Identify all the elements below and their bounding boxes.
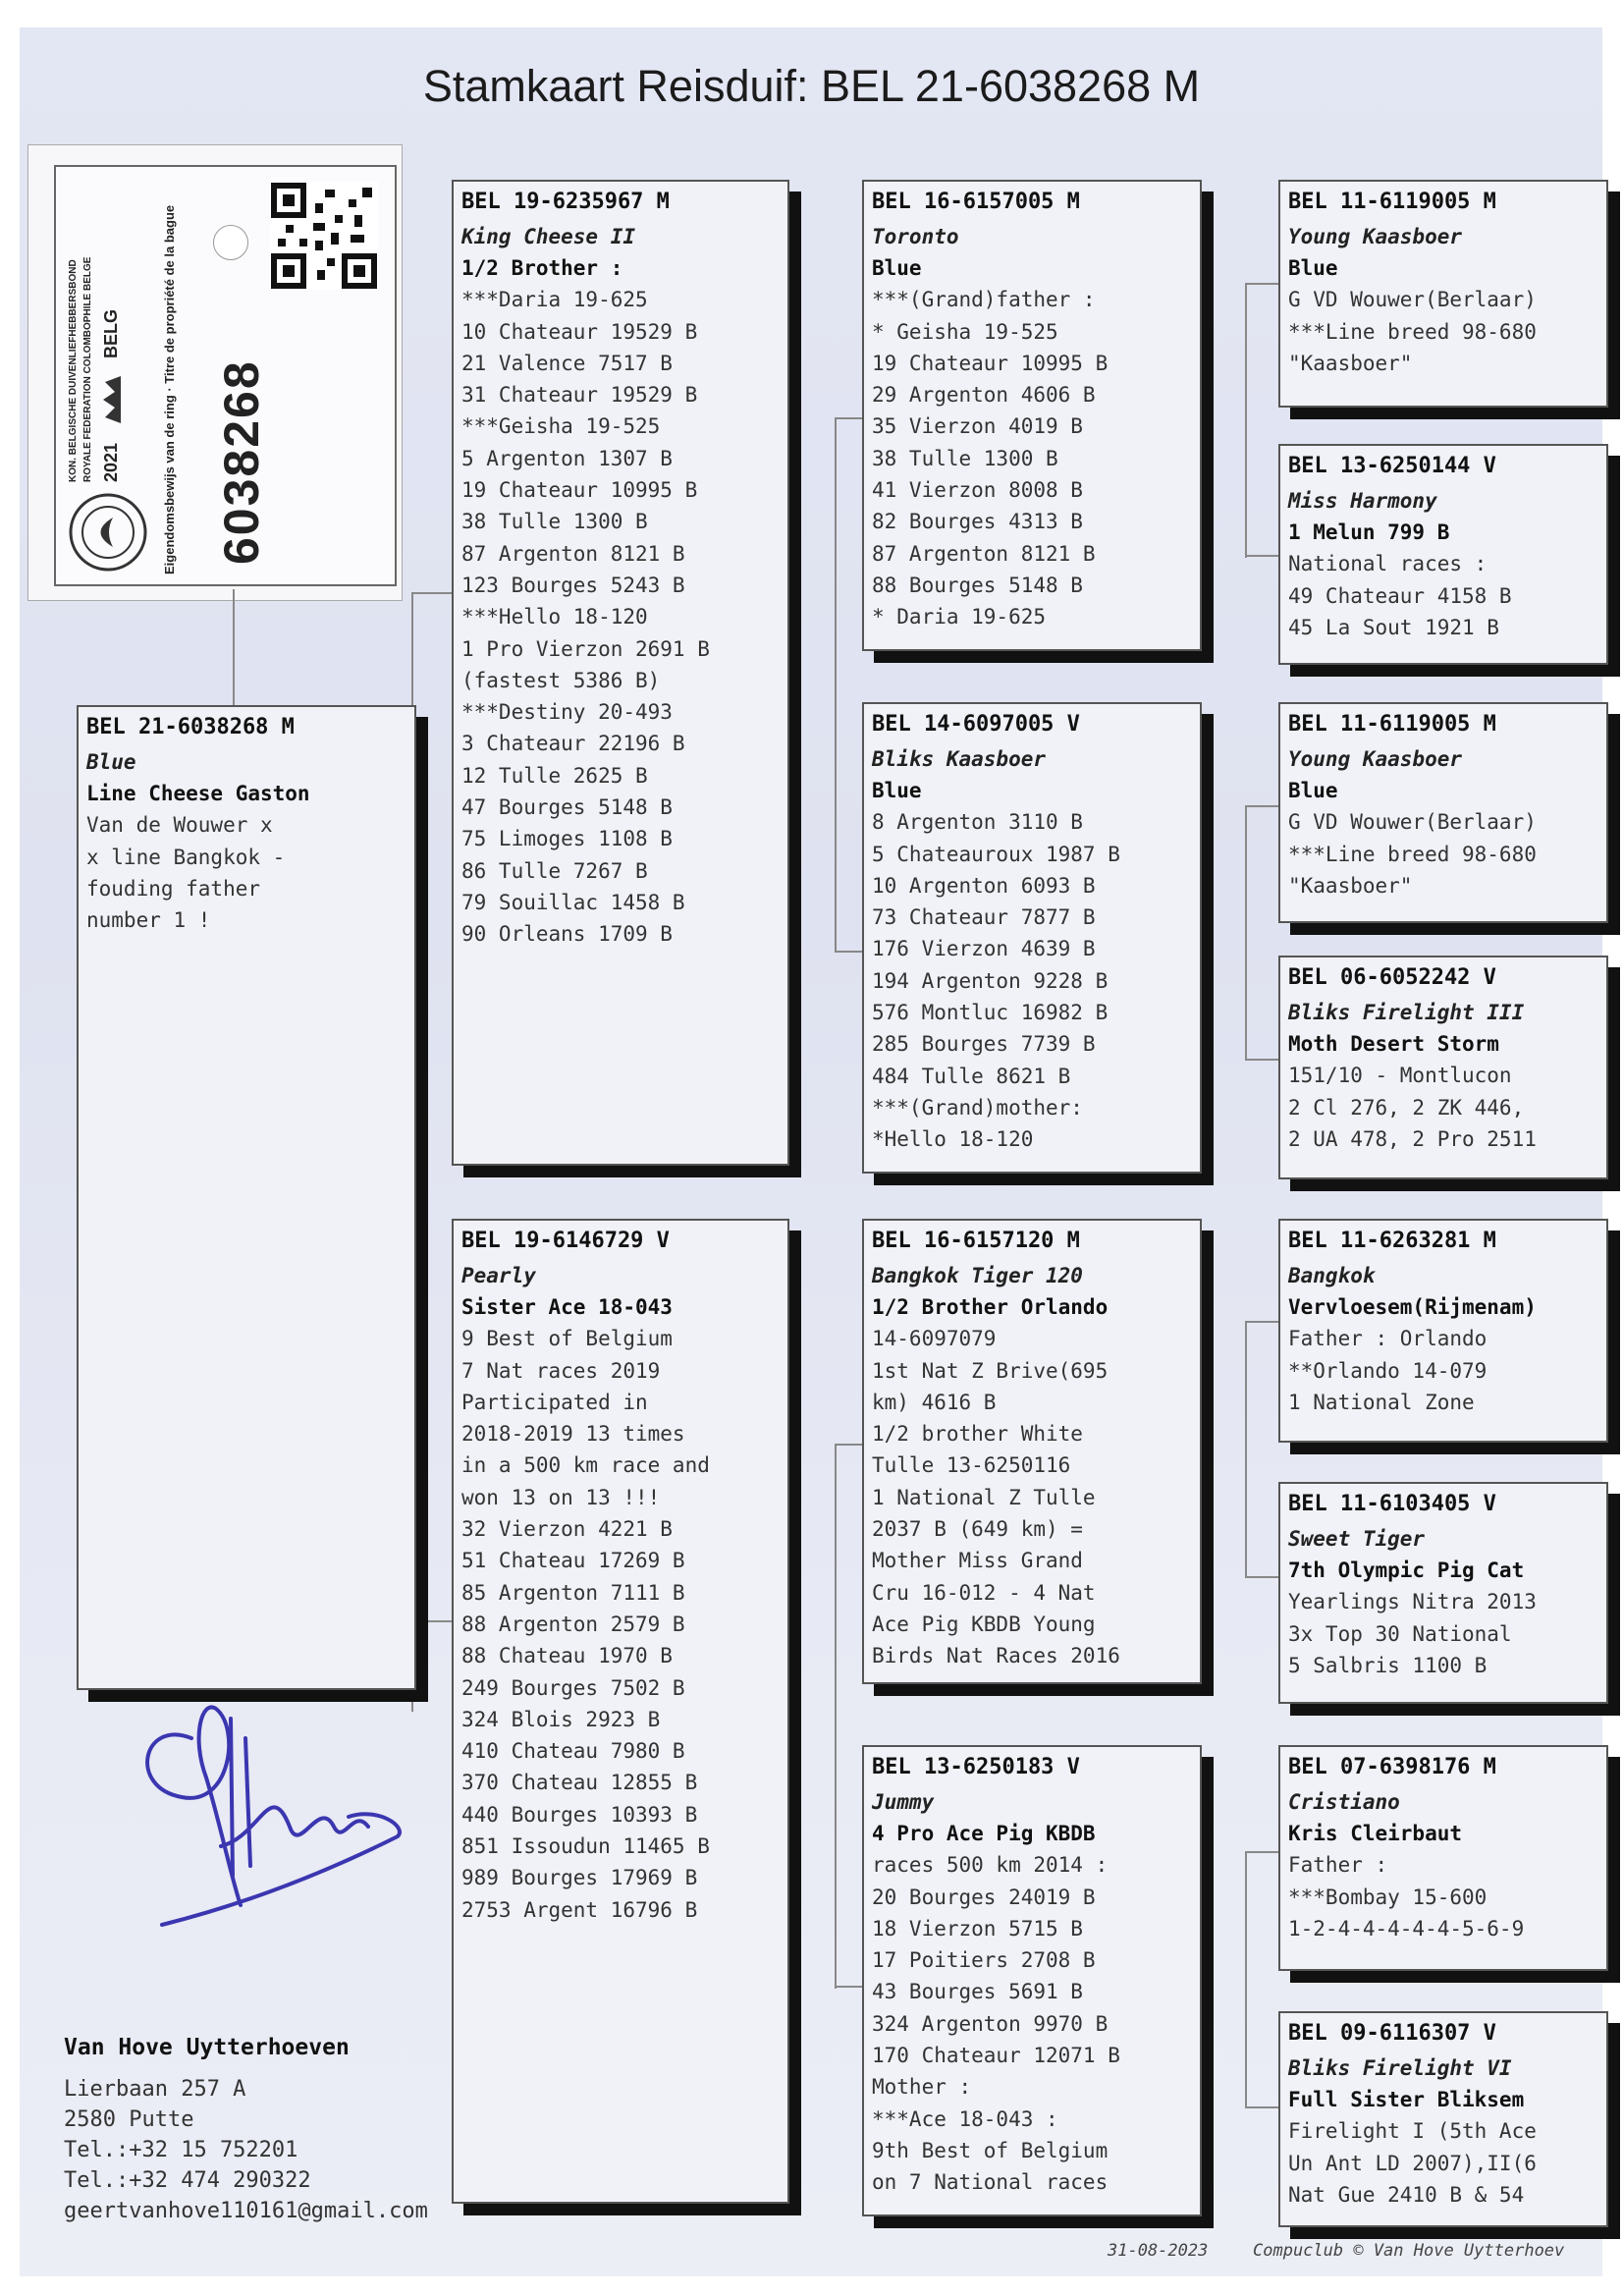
info-line: Father : Orlando bbox=[1288, 1327, 1488, 1351]
info-line: ***Ace 18-043 : bbox=[872, 2106, 1058, 2131]
info-line: 29 Argenton 4606 B bbox=[872, 383, 1096, 408]
info-line: 73 Chateaur 7877 B bbox=[872, 905, 1096, 930]
ring-number: BEL 06-6052242 V bbox=[1288, 965, 1496, 990]
info-line: x line Bangkok - bbox=[86, 845, 286, 869]
info-line: * Geisha 19-525 bbox=[872, 319, 1058, 344]
connector bbox=[1245, 2106, 1278, 2108]
qr-code-icon bbox=[270, 182, 378, 290]
info-line: 1 Melun 799 B bbox=[1288, 520, 1450, 544]
bird-name: Jummy bbox=[872, 1790, 935, 1814]
info-line: ***Hello 18-120 bbox=[461, 605, 648, 629]
ring-certificate-content bbox=[56, 167, 395, 584]
ring-number: BEL 11-6103405 V bbox=[1288, 1492, 1496, 1516]
main-bird-card bbox=[77, 705, 416, 1690]
connector bbox=[411, 592, 453, 594]
great-grandparent-card bbox=[1278, 1219, 1608, 1443]
info-line: ***(Grand)mother: bbox=[872, 1095, 1083, 1120]
ring-number: BEL 19-6146729 V bbox=[461, 1229, 670, 1253]
info-line: 176 Vierzon 4639 B bbox=[872, 937, 1096, 961]
info-line: races 500 km 2014 : bbox=[872, 1853, 1109, 1878]
info-line: ***(Grand)father : bbox=[872, 288, 1096, 312]
ring-certificate-card bbox=[54, 165, 397, 586]
info-line: 21 Valence 7517 B bbox=[461, 351, 673, 375]
dam-sire-card bbox=[862, 1219, 1202, 1684]
info-line: "Kaasboer" bbox=[1288, 873, 1413, 898]
info-line: 10 Chateaur 19529 B bbox=[461, 319, 698, 344]
connector bbox=[1245, 805, 1278, 807]
info-line: Birds Nat Races 2016 bbox=[872, 1644, 1120, 1668]
info-line: National races : bbox=[1288, 552, 1488, 576]
connector bbox=[1245, 1851, 1278, 1853]
info-line: Moth Desert Storm bbox=[1288, 1032, 1499, 1056]
great-grandparent-card bbox=[1278, 444, 1608, 665]
connector bbox=[1245, 555, 1278, 557]
bird-name: Line Cheese Gaston bbox=[86, 782, 310, 805]
info-line: 85 Argenton 7111 B bbox=[461, 1580, 685, 1605]
ring-number: BEL 21-6038268 M bbox=[86, 715, 295, 739]
federation-name-nl: KON. BELGISCHE DUIVENLIEFHEBBERSBOND bbox=[68, 259, 79, 482]
info-line: Un Ant LD 2007),II(6 bbox=[1288, 2151, 1537, 2175]
info-line: 324 Blois 2923 B bbox=[461, 1707, 661, 1731]
info-line: 2 UA 478, 2 Pro 2511 bbox=[1288, 1126, 1537, 1151]
bird-name: Bangkok bbox=[1288, 1264, 1376, 1287]
info-line: 19 Chateaur 10995 B bbox=[461, 478, 698, 503]
info-line: Mother : bbox=[872, 2075, 972, 2100]
info-line: ***Geisha 19-525 bbox=[461, 414, 661, 439]
info-line: 2018-2019 13 times bbox=[461, 1422, 685, 1447]
info-line: 4 Pro Ace Pig KBDB bbox=[872, 1822, 1096, 1845]
info-line: 14-6097079 bbox=[872, 1327, 997, 1351]
info-line: on 7 National races bbox=[872, 2170, 1109, 2195]
great-grandparent-card bbox=[1278, 2011, 1608, 2227]
info-line: Nat Gue 2410 B & 54 bbox=[1288, 2182, 1525, 2207]
connector bbox=[1245, 1059, 1278, 1061]
connector bbox=[1245, 1851, 1247, 2108]
info-line: 9th Best of Belgium bbox=[872, 2138, 1109, 2162]
bird-name: Toronto bbox=[872, 225, 959, 248]
info-line: 2037 B (649 km) = bbox=[872, 1517, 1083, 1542]
connector bbox=[1245, 1576, 1278, 1578]
connector bbox=[411, 1620, 453, 1622]
bird-name: Cristiano bbox=[1288, 1790, 1400, 1814]
info-line: 75 Limoges 1108 B bbox=[461, 827, 673, 851]
info-line: 123 Bourges 5243 B bbox=[461, 573, 685, 597]
info-line: *Hello 18-120 bbox=[872, 1127, 1034, 1152]
info-line: Tulle 13-6250116 bbox=[872, 1453, 1071, 1478]
info-line: fouding father bbox=[86, 876, 261, 901]
info-line: Cru 16-012 - 4 Nat bbox=[872, 1580, 1096, 1605]
sire-sire-card bbox=[862, 180, 1202, 651]
info-line: 3x Top 30 National bbox=[1288, 1621, 1512, 1646]
ring-number: BEL 14-6097005 V bbox=[872, 712, 1080, 737]
info-line: 194 Argenton 9228 B bbox=[872, 968, 1109, 993]
connector bbox=[1245, 1321, 1278, 1323]
info-line: 19 Chateaur 10995 B bbox=[872, 351, 1109, 375]
great-grandparent-card bbox=[1278, 180, 1608, 408]
info-line: * Daria 19-625 bbox=[872, 605, 1047, 629]
bird-name: Young Kaasboer bbox=[1288, 225, 1463, 248]
info-line: 851 Issoudun 11465 B bbox=[461, 1834, 710, 1859]
info-line: 5 Salbris 1100 B bbox=[1288, 1653, 1488, 1677]
owner-city: 2580 Putte bbox=[64, 2107, 194, 2132]
bird-name: Bliks Kaasboer bbox=[872, 747, 1047, 771]
bird-name: Miss Harmony bbox=[1288, 489, 1437, 513]
dam-dam-card bbox=[862, 1745, 1202, 2216]
great-grandparent-card bbox=[1278, 1745, 1608, 1971]
owner-email: geertvanhove110161@gmail.com bbox=[64, 2199, 428, 2223]
info-line: "Kaasboer" bbox=[1288, 351, 1413, 375]
info-line: 87 Argenton 8121 B bbox=[461, 541, 685, 566]
info-line: Participated in bbox=[461, 1390, 648, 1414]
ring-country: BELG bbox=[101, 308, 121, 358]
ring-number: BEL 13-6250144 V bbox=[1288, 454, 1496, 478]
info-line: 3 Chateaur 22196 B bbox=[461, 732, 685, 756]
copyright: Compuclub © Van Hove Uytterhoev bbox=[1253, 2241, 1565, 2261]
dam-card bbox=[452, 1219, 789, 2204]
info-line: 88 Argenton 2579 B bbox=[461, 1612, 685, 1636]
info-line: 88 Chateau 1970 B bbox=[461, 1644, 673, 1668]
ring-number: BEL 11-6119005 M bbox=[1288, 190, 1496, 214]
info-line: 20 Bourges 24019 B bbox=[872, 1885, 1096, 1909]
info-line: 8 Argenton 3110 B bbox=[872, 810, 1083, 835]
info-line: 1st Nat Z Brive(695 bbox=[872, 1358, 1109, 1383]
info-line: Blue bbox=[872, 256, 922, 280]
connector bbox=[1245, 283, 1278, 285]
connector bbox=[1245, 805, 1247, 1061]
info-line: 18 Vierzon 5715 B bbox=[872, 1916, 1083, 1941]
info-line: 88 Bourges 5148 B bbox=[872, 573, 1083, 597]
info-line: Firelight I (5th Ace bbox=[1288, 2119, 1537, 2144]
info-line: 1 Pro Vierzon 2691 B bbox=[461, 636, 710, 661]
info-line: 1/2 brother White bbox=[872, 1422, 1083, 1447]
ring-number: BEL 09-6116307 V bbox=[1288, 2021, 1496, 2046]
bird-name: Young Kaasboer bbox=[1288, 747, 1463, 771]
info-line: 1/2 Brother : bbox=[461, 256, 623, 280]
info-line: **Orlando 14-079 bbox=[1288, 1358, 1488, 1383]
info-line: 82 Bourges 4313 B bbox=[872, 510, 1083, 534]
info-line: G VD Wouwer(Berlaar) bbox=[1288, 288, 1537, 312]
info-line: 1 National Zone bbox=[1288, 1390, 1475, 1414]
info-line: Blue bbox=[1288, 256, 1338, 280]
info-line: 2 Cl 276, 2 ZK 446, bbox=[1288, 1095, 1525, 1120]
info-line: 51 Chateau 17269 B bbox=[461, 1549, 685, 1573]
info-line: Blue bbox=[1288, 779, 1338, 802]
ring-number: BEL 19-6235967 M bbox=[461, 190, 670, 214]
sire-card bbox=[452, 180, 789, 1166]
bird-name: Bliks Firelight III bbox=[1288, 1001, 1525, 1024]
info-line: in a 500 km race and bbox=[461, 1453, 710, 1478]
ring-number: BEL 16-6157005 M bbox=[872, 190, 1080, 214]
info-line: 10 Argenton 6093 B bbox=[872, 873, 1096, 898]
info-line: Blue bbox=[872, 779, 922, 802]
signature-icon bbox=[123, 1679, 417, 1944]
ring-number: 6038268 bbox=[214, 359, 269, 565]
info-line: 1/2 Brother Orlando bbox=[872, 1295, 1109, 1319]
info-line: 440 Bourges 10393 B bbox=[461, 1802, 698, 1827]
info-line: 410 Chateau 7980 B bbox=[461, 1739, 685, 1764]
info-line: ***Line breed 98-680 bbox=[1288, 319, 1537, 344]
connector bbox=[835, 417, 862, 419]
bird-name: Bliks Firelight VI bbox=[1288, 2056, 1512, 2080]
info-line: Vervloesem(Rijmenam) bbox=[1288, 1295, 1537, 1319]
info-line: 170 Chateaur 12071 B bbox=[872, 2044, 1120, 2068]
info-line: 38 Tulle 1300 B bbox=[461, 510, 648, 534]
info-line: 41 Vierzon 8008 B bbox=[872, 478, 1083, 503]
federation-name-fr: ROYALE FEDERATION COLOMBOPHILE BELGE bbox=[82, 256, 93, 482]
ring-certificate bbox=[27, 144, 403, 601]
connector bbox=[1245, 283, 1247, 558]
sire-dam-card bbox=[862, 702, 1202, 1174]
info-line: ***Destiny 20-493 bbox=[461, 700, 673, 725]
connector bbox=[835, 951, 862, 953]
bird-name: Pearly bbox=[461, 1264, 536, 1287]
connector bbox=[835, 1444, 862, 1446]
owner-address: Lierbaan 257 A bbox=[64, 2077, 246, 2102]
connector bbox=[835, 1986, 862, 1988]
ring-number: BEL 16-6157120 M bbox=[872, 1229, 1080, 1253]
info-line: Kris Cleirbaut bbox=[1288, 1822, 1463, 1845]
connector bbox=[835, 417, 837, 953]
info-line: 12 Tulle 2625 B bbox=[461, 763, 648, 788]
info-line: ***Line breed 98-680 bbox=[1288, 842, 1537, 866]
info-line: 324 Argenton 9970 B bbox=[872, 2011, 1109, 2036]
info-line: 5 Argenton 1307 B bbox=[461, 446, 673, 470]
info-line: 43 Bourges 5691 B bbox=[872, 1980, 1083, 2004]
info-line: 249 Bourges 7502 B bbox=[461, 1675, 685, 1700]
connector bbox=[233, 589, 235, 717]
info-line: 151/10 - Montlucon bbox=[1288, 1064, 1512, 1088]
info-line: Mother Miss Grand bbox=[872, 1549, 1083, 1573]
connector bbox=[1245, 1321, 1247, 1578]
bird-name: Sweet Tiger bbox=[1288, 1527, 1426, 1551]
crest-icon bbox=[99, 372, 125, 427]
info-line: 90 Orleans 1709 B bbox=[461, 922, 673, 947]
info-line: 47 Bourges 5148 B bbox=[461, 795, 673, 820]
info-line: Yearlings Nitra 2013 bbox=[1288, 1590, 1537, 1614]
info-line: Ace Pig KBDB Young bbox=[872, 1612, 1096, 1636]
ring-hole bbox=[213, 225, 248, 260]
ring-year: 2021 bbox=[101, 442, 121, 482]
info-line: 370 Chateau 12855 B bbox=[461, 1771, 698, 1795]
print-date: 31-08-2023 bbox=[1108, 2241, 1209, 2261]
info-line: 35 Vierzon 4019 B bbox=[872, 414, 1083, 439]
ring-number: BEL 11-6119005 M bbox=[1288, 712, 1496, 737]
owner-name: Van Hove Uytterhoeven bbox=[64, 2035, 350, 2060]
page-title: Stamkaart Reisduif: BEL 21-6038268 M bbox=[422, 61, 1201, 111]
info-line: 87 Argenton 8121 B bbox=[872, 541, 1096, 566]
info-line: 5 Chateauroux 1987 B bbox=[872, 842, 1120, 866]
info-line: 9 Best of Belgium bbox=[461, 1327, 673, 1351]
owner-mobile: Tel.:+32 474 290322 bbox=[64, 2168, 311, 2193]
info-line: 7th Olympic Pig Cat bbox=[1288, 1558, 1525, 1582]
info-line: won 13 on 13 !!! bbox=[461, 1485, 661, 1509]
ring-number: BEL 07-6398176 M bbox=[1288, 1755, 1496, 1779]
info-line: 38 Tulle 1300 B bbox=[872, 446, 1058, 470]
info-line: 79 Souillac 1458 B bbox=[461, 890, 685, 914]
bird-name: King Cheese II bbox=[461, 225, 636, 248]
info-line: 45 La Sout 1921 B bbox=[1288, 615, 1499, 639]
ring-number: BEL 11-6263281 M bbox=[1288, 1229, 1496, 1253]
info-line: 1-2-4-4-4-4-4-5-6-9 bbox=[1288, 1916, 1525, 1941]
federation-logo-icon bbox=[64, 488, 152, 576]
owner-info bbox=[64, 2035, 428, 2226]
info-line: 484 Tulle 8621 B bbox=[872, 1064, 1071, 1088]
info-line: 7 Nat races 2019 bbox=[461, 1358, 661, 1383]
info-line: 285 Bourges 7739 B bbox=[872, 1032, 1096, 1057]
bird-name: Bangkok Tiger 120 bbox=[872, 1264, 1083, 1287]
info-line: Father : bbox=[1288, 1853, 1388, 1878]
info-line: 86 Tulle 7267 B bbox=[461, 858, 648, 883]
great-grandparent-card bbox=[1278, 956, 1608, 1179]
info-line: 2753 Argent 16796 B bbox=[461, 1897, 698, 1922]
info-line: (fastest 5386 B) bbox=[461, 668, 661, 692]
info-line: km) 4616 B bbox=[872, 1390, 997, 1414]
info-line: Van de Wouwer x bbox=[86, 813, 273, 838]
great-grandparent-card bbox=[1278, 1482, 1608, 1704]
info-line: 17 Poitiers 2708 B bbox=[872, 1948, 1096, 1973]
info-line: 576 Montluc 16982 B bbox=[872, 1001, 1109, 1025]
info-line: G VD Wouwer(Berlaar) bbox=[1288, 810, 1537, 835]
bird-color: Blue bbox=[86, 750, 136, 774]
info-line: 989 Bourges 17969 B bbox=[461, 1866, 698, 1890]
info-line: number 1 ! bbox=[86, 908, 211, 933]
info-line: 1 National Z Tulle bbox=[872, 1485, 1096, 1509]
info-line: 49 Chateaur 4158 B bbox=[1288, 583, 1512, 608]
info-line: 32 Vierzon 4221 B bbox=[461, 1517, 673, 1542]
ring-number: BEL 13-6250183 V bbox=[872, 1755, 1080, 1779]
info-line: ***Bombay 15-600 bbox=[1288, 1885, 1488, 1909]
connector bbox=[835, 1444, 837, 1989]
owner-phone: Tel.:+32 15 752201 bbox=[64, 2138, 298, 2162]
info-line: Sister Ace 18-043 bbox=[461, 1295, 673, 1319]
info-line: ***Daria 19-625 bbox=[461, 288, 648, 312]
ownership-text: Eigendomsbewijs van de ring · Titre de propriété de la bague bbox=[162, 204, 177, 574]
great-grandparent-card bbox=[1278, 702, 1608, 923]
info-line: Full Sister Bliksem bbox=[1288, 2088, 1525, 2111]
info-line: 31 Chateaur 19529 B bbox=[461, 383, 698, 408]
